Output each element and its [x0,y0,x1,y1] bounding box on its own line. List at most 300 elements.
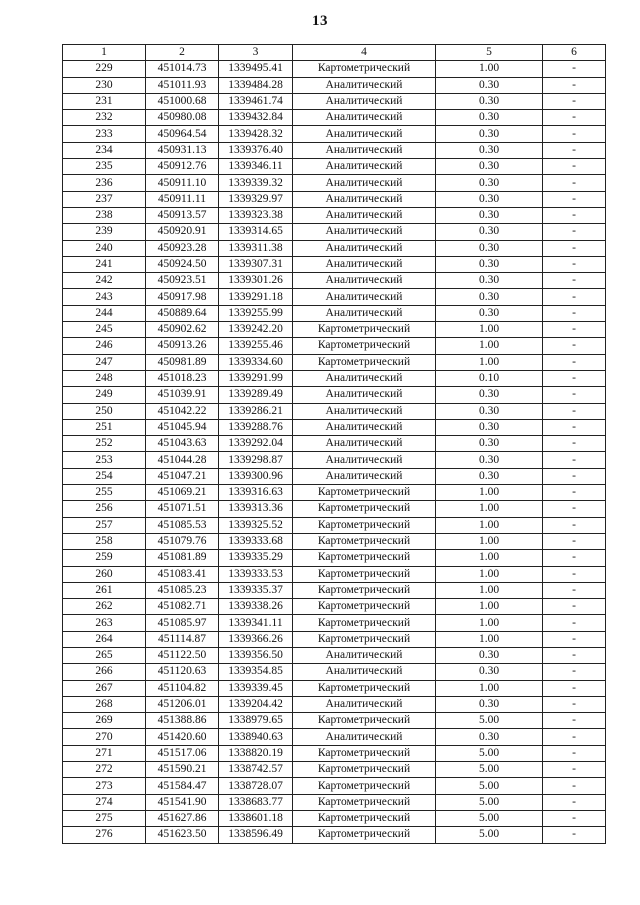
column-header-1: 1 [63,45,146,61]
method-cell: Картометрический [293,713,436,729]
method-cell: Картометрический [293,322,436,338]
accuracy-cell: 5.00 [436,810,543,826]
x-coordinate-cell: 450902.62 [146,322,219,338]
note-cell: - [543,566,606,582]
y-coordinate-cell: 1339432.84 [219,110,293,126]
y-coordinate-cell: 1339335.37 [219,582,293,598]
note-cell: - [543,631,606,647]
table-row [63,729,606,745]
accuracy-cell: 1.00 [436,338,543,354]
table-row [63,305,606,321]
note-cell: - [543,175,606,191]
method-cell: Аналитический [293,224,436,240]
accuracy-cell: 5.00 [436,794,543,810]
table-row [63,696,606,712]
coordinates-table [62,44,606,844]
table-row [63,533,606,549]
point-number-cell: 229 [63,61,146,77]
y-coordinate-cell: 1339333.68 [219,533,293,549]
x-coordinate-cell: 451047.21 [146,468,219,484]
x-coordinate-cell: 451541.90 [146,794,219,810]
method-cell: Аналитический [293,77,436,93]
accuracy-cell: 5.00 [436,762,543,778]
note-cell: - [543,680,606,696]
y-coordinate-cell: 1339204.42 [219,696,293,712]
y-coordinate-cell: 1339286.21 [219,403,293,419]
accuracy-cell: 0.30 [436,191,543,207]
accuracy-cell: 5.00 [436,827,543,843]
method-cell: Аналитический [293,159,436,175]
x-coordinate-cell: 450889.64 [146,305,219,321]
table-row [63,240,606,256]
method-cell: Аналитический [293,175,436,191]
y-coordinate-cell: 1339292.04 [219,436,293,452]
table-row [63,289,606,305]
point-number-cell: 257 [63,517,146,533]
accuracy-cell: 1.00 [436,501,543,517]
accuracy-cell: 1.00 [436,61,543,77]
table-row [63,419,606,435]
accuracy-cell: 5.00 [436,778,543,794]
method-cell: Картометрический [293,582,436,598]
method-cell: Картометрический [293,827,436,843]
note-cell: - [543,93,606,109]
point-number-cell: 253 [63,452,146,468]
table-row [63,77,606,93]
y-coordinate-cell: 1339329.97 [219,191,293,207]
x-coordinate-cell: 451114.87 [146,631,219,647]
point-number-cell: 273 [63,778,146,794]
note-cell: - [543,452,606,468]
y-coordinate-cell: 1339356.50 [219,647,293,663]
accuracy-cell: 0.30 [436,696,543,712]
y-coordinate-cell: 1339334.60 [219,354,293,370]
table-row [63,387,606,403]
point-number-cell: 255 [63,485,146,501]
method-cell: Картометрический [293,615,436,631]
method-cell: Аналитический [293,305,436,321]
note-cell: - [543,289,606,305]
method-cell: Аналитический [293,436,436,452]
y-coordinate-cell: 1339298.87 [219,452,293,468]
accuracy-cell: 0.30 [436,468,543,484]
method-cell: Картометрический [293,631,436,647]
table-row [63,566,606,582]
note-cell: - [543,370,606,386]
point-number-cell: 269 [63,713,146,729]
point-number-cell: 239 [63,224,146,240]
point-number-cell: 259 [63,550,146,566]
note-cell: - [543,191,606,207]
note-cell: - [543,354,606,370]
y-coordinate-cell: 1338820.19 [219,745,293,761]
accuracy-cell: 0.30 [436,224,543,240]
note-cell: - [543,501,606,517]
y-coordinate-cell: 1338742.57 [219,762,293,778]
note-cell: - [543,729,606,745]
note-cell: - [543,126,606,142]
method-cell: Картометрический [293,501,436,517]
table-row [63,794,606,810]
table-row [63,126,606,142]
note-cell: - [543,322,606,338]
table-row [63,273,606,289]
x-coordinate-cell: 451584.47 [146,778,219,794]
column-header-3: 3 [219,45,293,61]
note-cell: - [543,485,606,501]
method-cell: Аналитический [293,370,436,386]
point-number-cell: 274 [63,794,146,810]
note-cell: - [543,517,606,533]
y-coordinate-cell: 1339242.20 [219,322,293,338]
x-coordinate-cell: 451045.94 [146,419,219,435]
note-cell: - [543,778,606,794]
method-cell: Картометрический [293,566,436,582]
point-number-cell: 258 [63,533,146,549]
y-coordinate-cell: 1339335.29 [219,550,293,566]
note-cell: - [543,61,606,77]
accuracy-cell: 1.00 [436,566,543,582]
y-coordinate-cell: 1339495.41 [219,61,293,77]
note-cell: - [543,468,606,484]
note-cell: - [543,810,606,826]
table-row [63,745,606,761]
y-coordinate-cell: 1339346.11 [219,159,293,175]
accuracy-cell: 0.30 [436,664,543,680]
table-row [63,647,606,663]
method-cell: Аналитический [293,207,436,223]
point-number-cell: 246 [63,338,146,354]
point-number-cell: 240 [63,240,146,256]
y-coordinate-cell: 1339338.26 [219,599,293,615]
accuracy-cell: 1.00 [436,631,543,647]
x-coordinate-cell: 451043.63 [146,436,219,452]
accuracy-cell: 1.00 [436,354,543,370]
note-cell: - [543,142,606,158]
accuracy-cell: 1.00 [436,680,543,696]
method-cell: Картометрический [293,745,436,761]
method-cell: Картометрический [293,680,436,696]
y-coordinate-cell: 1339428.32 [219,126,293,142]
accuracy-cell: 0.30 [436,403,543,419]
table-row [63,615,606,631]
table-row [63,93,606,109]
accuracy-cell: 1.00 [436,322,543,338]
x-coordinate-cell: 451014.73 [146,61,219,77]
point-number-cell: 233 [63,126,146,142]
y-coordinate-cell: 1339311.38 [219,240,293,256]
point-number-cell: 248 [63,370,146,386]
y-coordinate-cell: 1339339.45 [219,680,293,696]
x-coordinate-cell: 451590.21 [146,762,219,778]
accuracy-cell: 1.00 [436,582,543,598]
point-number-cell: 254 [63,468,146,484]
table-row [63,159,606,175]
x-coordinate-cell: 451122.50 [146,647,219,663]
x-coordinate-cell: 451069.21 [146,485,219,501]
point-number-cell: 276 [63,827,146,843]
note-cell: - [543,224,606,240]
table-row [63,256,606,272]
table-row [63,550,606,566]
table-row [63,827,606,843]
y-coordinate-cell: 1339341.11 [219,615,293,631]
x-coordinate-cell: 451044.28 [146,452,219,468]
y-coordinate-cell: 1338979.65 [219,713,293,729]
y-coordinate-cell: 1339313.36 [219,501,293,517]
point-number-cell: 232 [63,110,146,126]
x-coordinate-cell: 451206.01 [146,696,219,712]
method-cell: Аналитический [293,240,436,256]
accuracy-cell: 0.30 [436,387,543,403]
accuracy-cell: 0.30 [436,647,543,663]
x-coordinate-cell: 451420.60 [146,729,219,745]
y-coordinate-cell: 1339354.85 [219,664,293,680]
x-coordinate-cell: 451018.23 [146,370,219,386]
y-coordinate-cell: 1339291.99 [219,370,293,386]
method-cell: Картометрический [293,533,436,549]
accuracy-cell: 1.00 [436,550,543,566]
point-number-cell: 252 [63,436,146,452]
x-coordinate-cell: 451627.86 [146,810,219,826]
accuracy-cell: 0.30 [436,77,543,93]
method-cell: Аналитический [293,273,436,289]
table-row [63,468,606,484]
y-coordinate-cell: 1339366.26 [219,631,293,647]
table-row [63,485,606,501]
x-coordinate-cell: 450924.50 [146,256,219,272]
method-cell: Картометрический [293,778,436,794]
method-cell: Аналитический [293,729,436,745]
point-number-cell: 250 [63,403,146,419]
x-coordinate-cell: 451085.97 [146,615,219,631]
y-coordinate-cell: 1338940.63 [219,729,293,745]
note-cell: - [543,533,606,549]
page-number: 13 [312,13,328,29]
note-cell: - [543,696,606,712]
point-number-cell: 241 [63,256,146,272]
accuracy-cell: 0.30 [436,240,543,256]
x-coordinate-cell: 451104.82 [146,680,219,696]
accuracy-cell: 1.00 [436,599,543,615]
method-cell: Картометрический [293,810,436,826]
point-number-cell: 272 [63,762,146,778]
column-header-6: 6 [543,45,606,61]
x-coordinate-cell: 450913.26 [146,338,219,354]
accuracy-cell: 0.30 [436,93,543,109]
point-number-cell: 243 [63,289,146,305]
method-cell: Аналитический [293,647,436,663]
point-number-cell: 231 [63,93,146,109]
method-cell: Картометрический [293,794,436,810]
table-row [63,403,606,419]
x-coordinate-cell: 450964.54 [146,126,219,142]
accuracy-cell: 0.30 [436,159,543,175]
method-cell: Аналитический [293,191,436,207]
point-number-cell: 247 [63,354,146,370]
method-cell: Аналитический [293,696,436,712]
point-number-cell: 260 [63,566,146,582]
x-coordinate-cell: 451082.71 [146,599,219,615]
table-row [63,354,606,370]
method-cell: Аналитический [293,387,436,403]
accuracy-cell: 0.30 [436,207,543,223]
x-coordinate-cell: 451011.93 [146,77,219,93]
y-coordinate-cell: 1339291.18 [219,289,293,305]
table-row [63,517,606,533]
accuracy-cell: 0.10 [436,370,543,386]
note-cell: - [543,387,606,403]
method-cell: Аналитический [293,110,436,126]
table-row [63,436,606,452]
table-row [63,713,606,729]
y-coordinate-cell: 1339461.74 [219,93,293,109]
column-header-4: 4 [293,45,436,61]
point-number-cell: 230 [63,77,146,93]
point-number-cell: 262 [63,599,146,615]
point-number-cell: 242 [63,273,146,289]
table-row [63,631,606,647]
table-row [63,680,606,696]
table-row [63,224,606,240]
table-row [63,582,606,598]
y-coordinate-cell: 1338728.07 [219,778,293,794]
note-cell: - [543,305,606,321]
note-cell: - [543,256,606,272]
method-cell: Картометрический [293,338,436,354]
x-coordinate-cell: 451085.23 [146,582,219,598]
point-number-cell: 265 [63,647,146,663]
note-cell: - [543,77,606,93]
y-coordinate-cell: 1338683.77 [219,794,293,810]
x-coordinate-cell: 451085.53 [146,517,219,533]
x-coordinate-cell: 451623.50 [146,827,219,843]
point-number-cell: 249 [63,387,146,403]
table-row [63,175,606,191]
note-cell: - [543,110,606,126]
accuracy-cell: 5.00 [436,745,543,761]
table-row [63,810,606,826]
column-header-5: 5 [436,45,543,61]
note-cell: - [543,403,606,419]
note-cell: - [543,599,606,615]
method-cell: Аналитический [293,142,436,158]
y-coordinate-cell: 1339307.31 [219,256,293,272]
note-cell: - [543,338,606,354]
x-coordinate-cell: 450912.76 [146,159,219,175]
table-row [63,338,606,354]
table-row [63,599,606,615]
accuracy-cell: 0.30 [436,110,543,126]
accuracy-cell: 0.30 [436,273,543,289]
table-row [63,501,606,517]
x-coordinate-cell: 450931.13 [146,142,219,158]
note-cell: - [543,647,606,663]
accuracy-cell: 0.30 [436,289,543,305]
x-coordinate-cell: 450917.98 [146,289,219,305]
point-number-cell: 251 [63,419,146,435]
table-header [63,45,606,61]
x-coordinate-cell: 450911.11 [146,191,219,207]
point-number-cell: 268 [63,696,146,712]
x-coordinate-cell: 450911.10 [146,175,219,191]
method-cell: Картометрический [293,550,436,566]
note-cell: - [543,159,606,175]
y-coordinate-cell: 1339255.46 [219,338,293,354]
note-cell: - [543,207,606,223]
point-number-cell: 261 [63,582,146,598]
method-cell: Картометрический [293,599,436,615]
table-row [63,452,606,468]
note-cell: - [543,550,606,566]
accuracy-cell: 0.30 [436,452,543,468]
point-number-cell: 267 [63,680,146,696]
y-coordinate-cell: 1338601.18 [219,810,293,826]
method-cell: Аналитический [293,468,436,484]
accuracy-cell: 0.30 [436,305,543,321]
x-coordinate-cell: 451517.06 [146,745,219,761]
note-cell: - [543,240,606,256]
x-coordinate-cell: 450980.08 [146,110,219,126]
y-coordinate-cell: 1339333.53 [219,566,293,582]
point-number-cell: 275 [63,810,146,826]
note-cell: - [543,273,606,289]
x-coordinate-cell: 451120.63 [146,664,219,680]
point-number-cell: 256 [63,501,146,517]
y-coordinate-cell: 1339255.99 [219,305,293,321]
point-number-cell: 270 [63,729,146,745]
x-coordinate-cell: 451042.22 [146,403,219,419]
table-row [63,207,606,223]
method-cell: Аналитический [293,419,436,435]
point-number-cell: 271 [63,745,146,761]
table-row [63,61,606,77]
point-number-cell: 263 [63,615,146,631]
table-row [63,370,606,386]
x-coordinate-cell: 450913.57 [146,207,219,223]
table-row [63,664,606,680]
method-cell: Аналитический [293,403,436,419]
table-row [63,110,606,126]
x-coordinate-cell: 451071.51 [146,501,219,517]
note-cell: - [543,713,606,729]
point-number-cell: 235 [63,159,146,175]
method-cell: Аналитический [293,452,436,468]
y-coordinate-cell: 1339301.26 [219,273,293,289]
y-coordinate-cell: 1339484.28 [219,77,293,93]
table-row [63,778,606,794]
y-coordinate-cell: 1339325.52 [219,517,293,533]
point-number-cell: 236 [63,175,146,191]
note-cell: - [543,436,606,452]
point-number-cell: 237 [63,191,146,207]
column-header-2: 2 [146,45,219,61]
table-row [63,762,606,778]
x-coordinate-cell: 451083.41 [146,566,219,582]
accuracy-cell: 1.00 [436,517,543,533]
note-cell: - [543,794,606,810]
accuracy-cell: 0.30 [436,126,543,142]
method-cell: Картометрический [293,485,436,501]
y-coordinate-cell: 1339300.96 [219,468,293,484]
accuracy-cell: 0.30 [436,256,543,272]
table-row [63,191,606,207]
note-cell: - [543,664,606,680]
point-number-cell: 234 [63,142,146,158]
accuracy-cell: 0.30 [436,436,543,452]
accuracy-cell: 1.00 [436,615,543,631]
method-cell: Аналитический [293,126,436,142]
